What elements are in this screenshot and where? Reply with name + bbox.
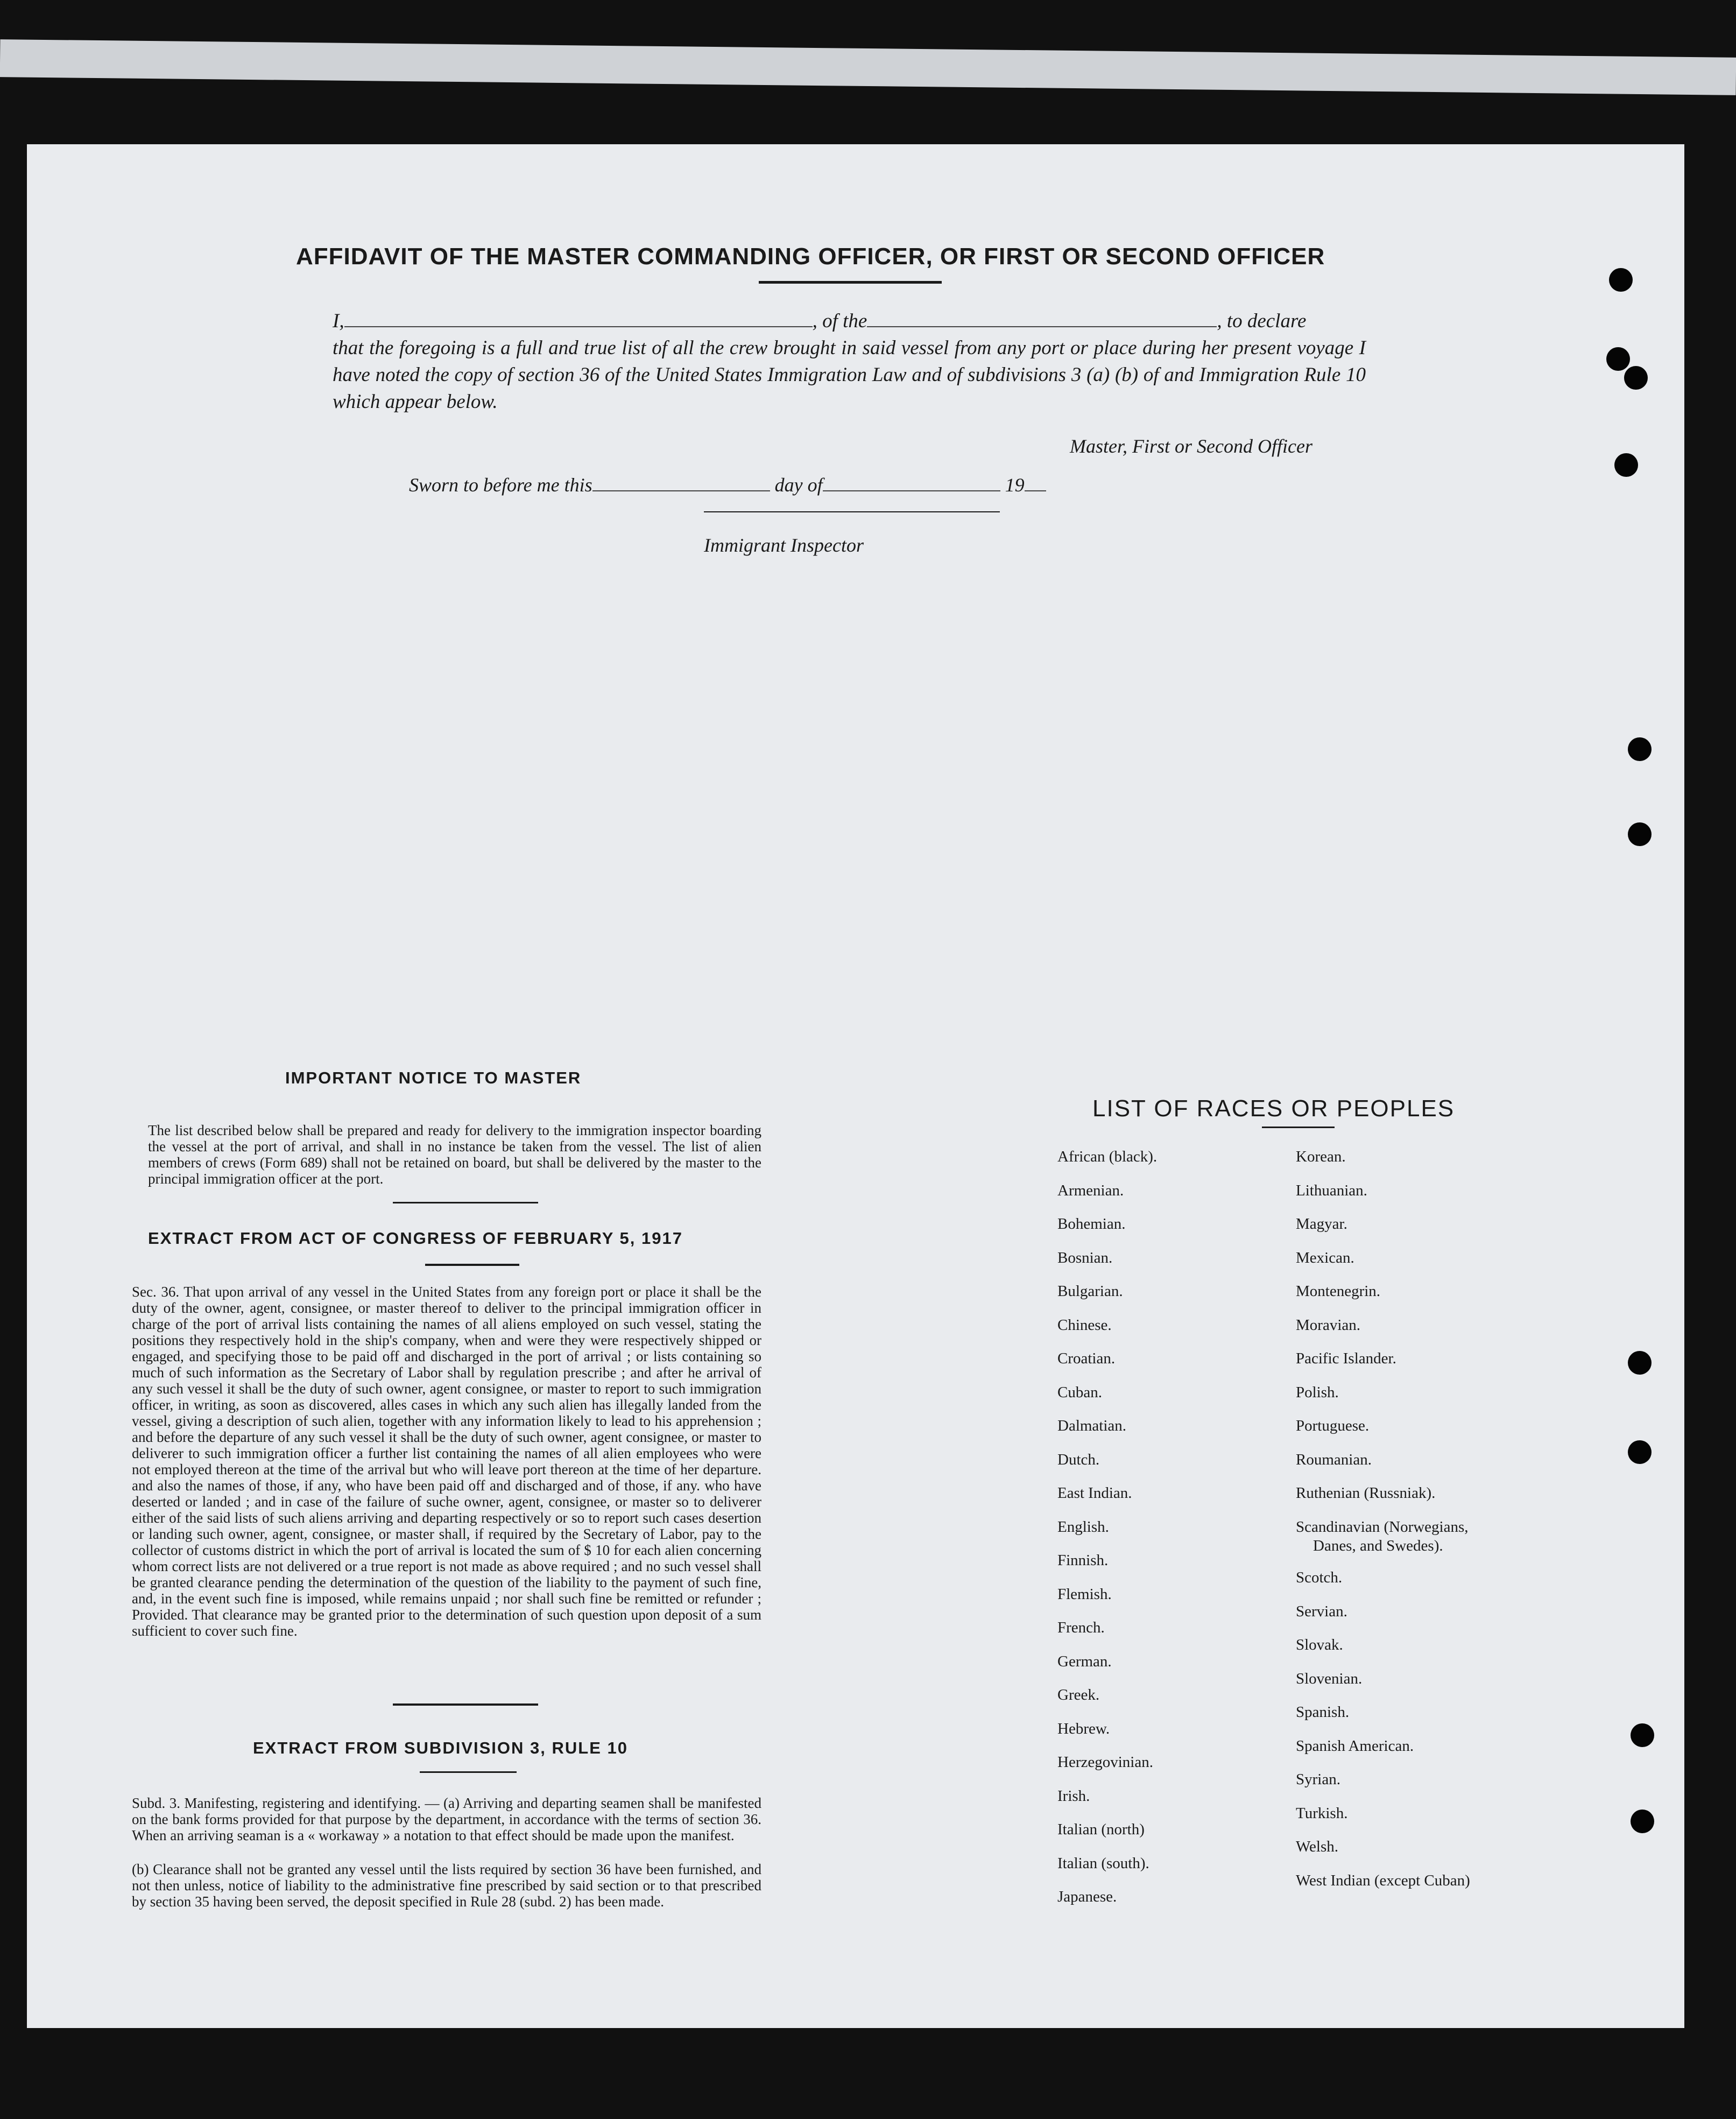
- race-item: Herzegovinian.: [1057, 1754, 1153, 1771]
- race-item: German.: [1057, 1653, 1112, 1670]
- punch-hole-6: [1628, 822, 1652, 846]
- race-item: Lithuanian.: [1296, 1182, 1367, 1199]
- punch-hole-3: [1624, 366, 1648, 390]
- races-title: LIST OF RACES OR PEOPLES: [1092, 1095, 1455, 1122]
- race-item: Hebrew.: [1057, 1720, 1110, 1737]
- of-the-label: , of the: [812, 310, 867, 332]
- notice-rule: [393, 1202, 538, 1203]
- race-item: Italian (south).: [1057, 1855, 1149, 1872]
- race-item: Moravian.: [1296, 1317, 1360, 1334]
- punch-hole-8: [1628, 1440, 1652, 1464]
- race-item: Croatian.: [1057, 1350, 1116, 1367]
- race-item: Polish.: [1296, 1384, 1339, 1401]
- race-item: Italian (north): [1057, 1821, 1145, 1838]
- race-item: Mexican.: [1296, 1249, 1354, 1266]
- race-item: Ruthenian (Russniak).: [1296, 1484, 1436, 1502]
- punch-hole-1: [1609, 268, 1633, 292]
- punch-hole-9: [1631, 1723, 1654, 1747]
- act-text: Sec. 36. That upon arrival of any vessel in the United States from any foreign port or place it shall be the duty of the owner, agent, consignee, or master thereof to deliver to the principal immigration officer in charge of the port of arrival lists containing the names of all aliens employed on such vessel, stating the positions they respectively hold in the ship's company, when and were they were respectively shipped or engaged, and specifying those to be paid off and discharged in the port of arrival ; or lists containing so much of such information as the Secretary of Labor shall by regulation prescribe ; and after he arrival of any such vessel it shall be the duty of such owner, agent consignee, or master to report to such immigration officer, in writing, as soon as discovered, alles cases in which any such alien has illegally landed from the vessel, giving a description of such alien, together with any information likely to lead to his apprehension ; and before the departure of any such vessel it shall be the duty of such owner, agent consignee, or master to deliverer to such immigration officer a further list containing the names of all alien employees who were not employed thereon at the time of the arrival but who will leave port thereon at the time of her departure. and also the names of those, if any, who have been paid off and discharged and of those, if any. who have deserted or landed ; and in case of the failure of suche owner, agent, consignee, or master so to deliverer either of the said lists of such aliens arriving and departing respectively or so to report such cases desertion or landing such owner, agent, consignee, or master shall, if required by the Secretary of Labor, pay to the collector of customs district in which the port of arrival is located the sum of $ 10 for each alien concerning whom correct lists are not delivered or a true report is not made as above required ; and no such vessel shall be granted clearance pending the determination of the question of the liability to the payment of such fine, and, in the event such fine is imposed, while remains unpaid ; nor shall such fine be remitted or refunder ; Provided. That clearance may be granted prior to the determination of such question upon deposit of a sum sufficient to cover such fine.: [132, 1284, 761, 1639]
- sworn-line: [409, 474, 1046, 496]
- affidavit-i-label: I,: [333, 310, 344, 332]
- race-item: Danes, and Swedes).: [1313, 1537, 1443, 1554]
- race-item: Greek.: [1057, 1686, 1100, 1703]
- race-item: Dutch.: [1057, 1451, 1100, 1468]
- vessel-blank: [867, 310, 1217, 327]
- race-item: Bohemian.: [1057, 1215, 1126, 1233]
- race-item: English.: [1057, 1518, 1109, 1536]
- affidavit-title: AFFIDAVIT OF THE MASTER COMMANDING OFFICER, OR FIRST OR SECOND OFFICER: [296, 243, 1325, 270]
- race-item: French.: [1057, 1619, 1105, 1636]
- notice-heading: IMPORTANT NOTICE TO MASTER: [285, 1068, 582, 1087]
- race-item: Scandinavian (Norwegians,: [1296, 1518, 1469, 1536]
- race-item: Pacific Islander.: [1296, 1350, 1396, 1367]
- scan-top-edge: [0, 39, 1736, 95]
- act-end-rule: [393, 1703, 538, 1706]
- punch-hole-10: [1631, 1810, 1654, 1833]
- day-of-label: day of: [774, 474, 823, 496]
- rule-para-a: Subd. 3. Manifesting, registering and identifying. — (a) Arriving and departing seamen shall be manifested on the bank forms provided for that purpose by the department, in accordance with the terms of section 36. When an arriving seaman is a « workaway » a notation to that effect should be made upon the manifest.: [132, 1795, 761, 1843]
- punch-hole-2: [1606, 347, 1630, 371]
- race-item: African (black).: [1057, 1148, 1158, 1165]
- race-item: Turkish.: [1296, 1805, 1348, 1822]
- race-item: Chinese.: [1057, 1317, 1112, 1334]
- rule-heading: EXTRACT FROM SUBDIVISION 3, RULE 10: [253, 1738, 628, 1757]
- year-label: 19: [1005, 474, 1025, 496]
- race-item: East Indian.: [1057, 1484, 1132, 1502]
- rule-para-b: (b) Clearance shall not be granted any vessel until the lists required by section 36 have been furnished, and not then unless, notice of liability to the administrative fine prescribed by said section or to that prescribed by section 35 having been served, the deposit specified in Rule 28 (subd. 2) has been made.: [132, 1861, 761, 1910]
- race-item: Slovak.: [1296, 1636, 1343, 1653]
- race-item: Korean.: [1296, 1148, 1346, 1165]
- race-item: West Indian (except Cuban): [1296, 1872, 1470, 1889]
- race-item: Syrian.: [1296, 1771, 1340, 1788]
- race-item: Welsh.: [1296, 1838, 1339, 1855]
- act-heading: EXTRACT FROM ACT OF CONGRESS OF FEBRUARY 5, 1917: [148, 1229, 683, 1248]
- races-title-rule: [1262, 1127, 1335, 1128]
- race-item: Armenian.: [1057, 1182, 1124, 1199]
- race-item: Dalmatian.: [1057, 1417, 1127, 1434]
- race-item: Spanish American.: [1296, 1737, 1414, 1755]
- master-signature-label: Master, First or Second Officer: [1070, 435, 1312, 457]
- rule-heading-rule: [420, 1771, 517, 1773]
- inspector-label: Immigrant Inspector: [704, 534, 864, 556]
- race-item: Finnish.: [1057, 1552, 1109, 1569]
- race-item: Japanese.: [1057, 1888, 1117, 1905]
- race-item: Bosnian.: [1057, 1249, 1113, 1266]
- race-item: Irish.: [1057, 1787, 1090, 1805]
- year-blank: [1025, 474, 1046, 491]
- punch-hole-7: [1628, 1351, 1652, 1375]
- notice-text: The list described below shall be prepared and ready for delivery to the immigration inspector boarding the vessel at the port of arrival, and shall in no instance be taken from the vessel. The list of alien members of crews (Form 689) shall not be retained on board, but shall be delivered by the master to the principal immigration officer at the port.: [148, 1122, 761, 1187]
- punch-hole-5: [1628, 737, 1652, 761]
- race-item: Cuban.: [1057, 1384, 1102, 1401]
- affidavit-text: [333, 308, 1366, 416]
- month-blank: [823, 474, 1000, 491]
- race-item: Portuguese.: [1296, 1417, 1370, 1434]
- race-item: Roumanian.: [1296, 1451, 1372, 1468]
- affidavit-line-1: [333, 308, 1366, 335]
- punch-hole-4: [1614, 453, 1638, 477]
- act-rule: [425, 1264, 519, 1266]
- race-item: Montenegrin.: [1296, 1283, 1381, 1300]
- affidavit-body: that the foregoing is a full and true list of all the crew brought in said vessel from any port or place during her present voyage I have noted the copy of section 36 of the United States Immigration Law and of subdivisions 3 (a) (b) of and Immigration Rule 10 which appear below.: [333, 337, 1366, 413]
- day-blank: [592, 474, 770, 491]
- race-item: Magyar.: [1296, 1215, 1347, 1233]
- to-declare-label: , to declare: [1217, 310, 1307, 332]
- name-blank: [344, 310, 813, 327]
- race-item: Flemish.: [1057, 1586, 1112, 1603]
- race-item: Scotch.: [1296, 1569, 1343, 1586]
- race-item: Slovenian.: [1296, 1670, 1363, 1687]
- race-item: Bulgarian.: [1057, 1283, 1123, 1300]
- affidavit-title-rule: [759, 281, 942, 284]
- inspector-signature-line: [704, 511, 1000, 512]
- sworn-label: Sworn to before me this: [409, 474, 592, 496]
- race-item: Servian.: [1296, 1603, 1347, 1620]
- race-item: Spanish.: [1296, 1703, 1350, 1721]
